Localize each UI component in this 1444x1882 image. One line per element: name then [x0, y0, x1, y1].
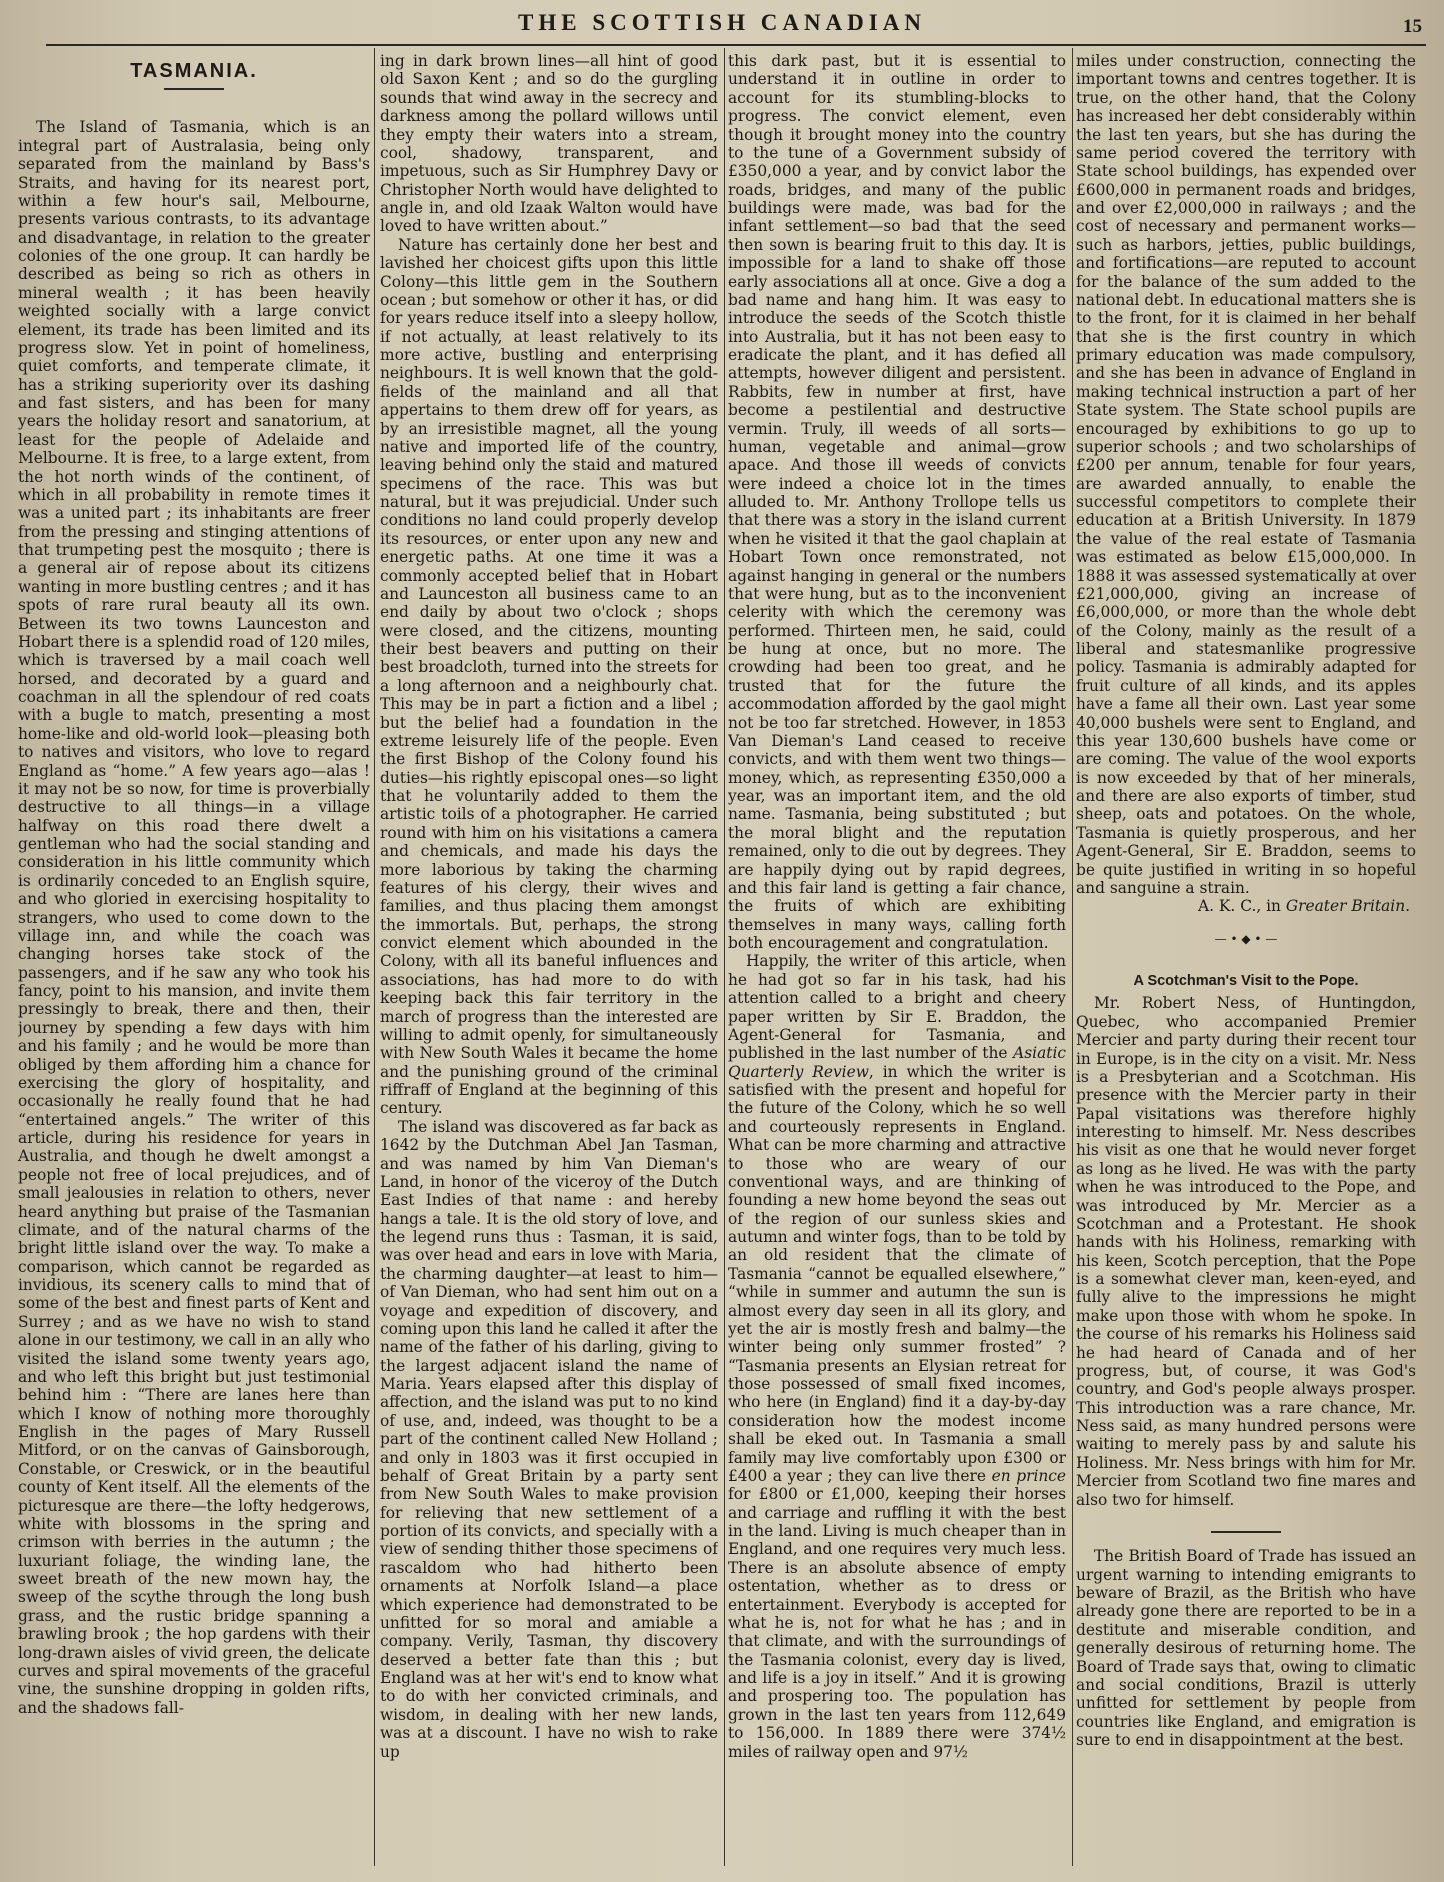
paragraph: The British Board of Trade has issued an urgent warning to intending emigrants to beware of Brazil, as the British who have already gone there are reported to be in a destitute and miserable condition, and generally desirous of returning home. The Board of Trade says that, owing to climatic and social conditions, Brazil is utterly unfitted for settlement by people from countries like England, and emigration is sure to end in disappointment at the best.: [1076, 1547, 1416, 1749]
masthead: [0, 8, 1444, 38]
article-heading: TASMANIA.: [130, 60, 258, 82]
text-run: for £800 or £1,000, keeping their horses and carriage and ruffling it with the best in the land. Living is much cheaper than in England, and one requires very much less. There is an absolute absence of empty ostentation, whether as to dress or entertainment. Everybody is accepted for what he is, not for what he has ; and in that climate, and with the surroundings of the Tasmania colonist, every day is lived, and life is a joy in itself.” And it is growing and prospering too. The population has grown in the last ten years from 112,649 to 156,000. In 1889 there were 374½ miles of railway open and 97½: [728, 1485, 1066, 1761]
page-number: 15: [1403, 16, 1422, 37]
journal-title: Asiatic Quarterly Review: [728, 1044, 1066, 1081]
signature-author: A. K. C., in: [1198, 897, 1286, 916]
text-run: Happily, the writer of this article, when he had got so far in his task, had his attention called to a bright and cheery paper written by Sir E. Braddon, the Agent-General for Tasmania, and published in the last number of the: [728, 952, 1066, 1063]
heading-rule: [164, 88, 224, 90]
column-2: [380, 52, 718, 1867]
masthead-rule: [46, 44, 1426, 46]
article-columns: [18, 52, 1434, 1867]
signature-source: Greater Britain.: [1285, 897, 1410, 916]
paragraph: Mr. Robert Ness, of Huntingdon, Quebec, who accompanied Premier Mercier and party during their recent tour in Europe, is in the city on a visit. Mr. Ness is a Presbyterian and a Scotchman. His presence with the Mercier party in their Papal visitations was therefore highly interesting to himself. Mr. Ness describes his visit as one that he would never forget as long as he lived. He was with the party when he was introduced to the Pope, and was introduced by Mr. Mercier as a Scotchman and a Protestant. He shook hands with his Holiness, remarking with his keen, Scotch perception, that the Pope is a somewhat clever man, keen-eyed, and fully alive to the impressions he might make upon those with whom he spoke. In the course of his remarks his Holiness said he had heard of Canada and of her progress, but, of course, it was God's country, and God's people always prosper. This introduction was a rare chance, Mr. Ness said, as many hundred persons were waiting to merely pass by and salute his Holiness. Mr. Ness brings with him for Mr. Mercier from Scotland two fine mares and also two for himself.: [1076, 994, 1416, 1509]
article-signature: [1076, 897, 1416, 915]
paragraph: The island was discovered as far back as 1642 by the Dutchman Abel Jan Tasman, and was named by him Van Dieman's Land, in honor of the viceroy of the Dutch East Indies of that name : and hereby hangs a tale. It is the old story of love, and the legend runs thus : Tasman, it is said, was over head and ears in love with Maria, the charming daughter—at least to him—of Van Dieman, who had sent him out on a voyage and expedition of discovery, and coming upon this land he called it after the name of the father of his darling, giving to the largest adjacent island the name of Maria. Years elapsed after this display of affection, and the island was put to no kind of use, and, indeed, was thought to be a part of the continent called New Holland ; and only in 1803 was it first occupied in behalf of Great Britain by a party sent from New South Wales to make provision for relieving that new settlement of a portion of its convicts, and specially with a view of sending thither those specimens of rascaldom who had hitherto been ornaments at Norfolk Island—a place which experience had demonstrated to be unfitted for so moral and amiable a company. Verily, Tasman, thy discovery deserved a better fate than this ; but England was at her wit's end to know what to do with her convicted criminals, and wisdom, in dealing with her new lands, was at a discount. I have no wish to rake up: [380, 1117, 718, 1761]
paragraph: this dark past, but it is essential to understand it in outline in order to account for its stumbling-blocks to progress. The convict element, even though it brought money into the country to the tune of a Government subsidy of £350,000 a year, and by convict labor the roads, bridges, and many of the public buildings were made, was bad for the infant settlement—so bad that the seed then sown is bearing fruit to this day. It is impossible for a land to shake off those early associations all at once. Give a dog a bad name and hang him. It was easy to introduce the seeds of the Scotch thistle into Australia, but it has not been easy to eradicate the plant, and it has defied all attempts, however diligent and persistent. Rabbits, few in number at first, have become a pestilential and destructive vermin. Truly, ill weeds of all sorts—human, vegetable and animal—grow apace. And those ill weeds of convicts were indeed a choice lot in the times alluded to. Mr. Anthony Trollope tells us that there was a story in the island current when he visited it that the gaol chaplain at Hobart Town once remonstrated, not against hanging in general or the numbers that were hung, but as to the inconvenient celerity with which the ceremony was performed. Thirteen men, he said, could be hung at once, but no more. The crowding had been too great, and he trusted that for the future the accommodation afforded by the gaol might not be too far stretched. However, in 1853 Van Dieman's Land ceased to receive convicts, and with them went two things—money, which, as representing £350,000 a year, was an important item, and the old name. Tasmania, being substituted ; but the moral blight and the reputation remained, only to die out by degrees. They are happily dying out by rapid degrees, and this fair land is getting a fair chance, the fruits of which are exhibiting themselves in many ways, calling forth both encouragement and congratulation.: [728, 52, 1066, 952]
newspaper-title: THE SCOTTISH CANADIAN: [518, 10, 926, 35]
section-ornament: — • ◆ • —: [1214, 931, 1278, 946]
paragraph: [728, 952, 1066, 1761]
text-run: , in which the writer is satisfied with the present and hopeful for the future of the Colony, which he so well and courteously represents in England. What can be more charming and attractive to those who are weary of our conventional ways, and are thinking of founding a new home beyond the seas out of the region of our sunless skies and autumn and winter fogs, than to be told by an old resident that the climate of Tasmania “cannot be equalled elsewhere,” “while in summer and autumn the sun is almost every day seen in all its glory, and yet the air is mostly fresh and balmy—the winter being only summer frosted” ? “Tasmania presents an Elysian retreat for those possessed of small fixed incomes, who here (in England) find it a day-by-day consideration how the modest income shall be eked out. In Tasmania a small family may live comfortably upon £300 or £400 a year ; they can live there: [728, 1062, 1066, 1485]
paragraph: The Island of Tasmania, which is an integral part of Australasia, being only separated from the mainland by Bass's Straits, and having for its nearest port, within a few hour's sail, Melbourne, presents various contrasts, to its advantage and disadvantage, in relation to the greater colonies of the one group. It can hardly be described as being so rich as others in mineral wealth ; it has been heavily weighted socially with a large convict element, its trade has been limited and its progress slow. Yet in point of homeliness, quiet comforts, and temperate climate, it has a striking superiority over its dashing and fast sisters, and has been for many years the holiday resort and sanatorium, at least for the people of Adelaide and Melbourne. It is free, to a large extent, from the hot north winds of the continent, of which in all probability in remote times it was a united part ; its inhabitants are freer from the pressing and stinging attentions of that trumpeting pest the mosquito ; there is a general air of repose about its citizens wanting in more bustling centres ; and it has spots of rare rural beauty all its own. Between its two towns Launceston and Hobart there is a splendid road of 120 miles, which is traversed by a mail coach well horsed, and decorated by a guard and coachman in all the splendour of red coats with a bugle to match, presenting a most home-like and old-world look—pleasing both to natives and visitors, who love to regard England as “home.” A few years ago—alas ! it may not be so now, for time is proverbially destructive to all things—in a village halfway on this road there dwelt a gentleman who had the social standing and consideration in his little community which is ordinarily conceded to an English squire, and who gloried in exercising hospitality to strangers, who used to come down to the village inn, and while the coach was changing horses take stock of the passengers, and if he saw any who took his fancy, point to his mansion, and invite them pressingly to break, there and then, their journey by spending a few days with him and his family ; and he would be more than obliged by them affording him a chance for exercising the glory of hospitality, and occasionally he really found that he had “entertained angels.” The writer of this article, during his residence for years in Australia, and though he dwelt amongst a people not free of local prejudices, and of small jealousies in relation to others, never heard anything but praise of the Tasmanian climate, and of the natural charms of the bright little island over the way. To make a comparison, which cannot be regarded as invidious, its scenery calls to mind that of some of the best and finest parts of Kent and Surrey ; and as we have no wish to stand alone in our testimony, we call in an ally who visited the island some twenty years ago, and who left this bright but just testimonial behind him : “There are lanes here than which I know of nothing more thoroughly English in the pages of Mary Russell Mitford, or on the canvas of Gainsborough, Constable, or Creswick, or in the beautiful county of Kent itself. All the elements of the picturesque are there—the lofty hedgerows, white with blossoms in the spring and crimson with berries in the autumn ; the luxuriant foliage, the winding lane, the sweet breath of the new mown hay, the sweep of the scythe through the long bush grass, and the rustic bridge spanning a brawling brook ; the hop gardens with their long-drawn aisles of vivid green, the delicate curves and spiral movements of the graceful vine, the sunshine dropping in golden rifts, and the shadows fall-: [18, 118, 370, 1717]
paragraph: ing in dark brown lines—all hint of good old Saxon Kent ; and so do the gurgling sounds that wind away in the secrecy and darkness among the pollard willows until they empty their waters into a stream, cool, shadowy, transparent, and impetuous, such as Sir Humphrey Davy or Christopher North would have delighted to angle in, and old Izaak Walton would have loved to have written about.”: [380, 52, 718, 236]
foreign-phrase: en prince: [991, 1466, 1066, 1485]
column-3: [728, 52, 1066, 1867]
paragraph: miles under construction, connecting the important towns and centres together. It is true, on the other hand, that the Colony has increased her debt considerably within the last ten years, but she has during the same period covered the territory with State school buildings, has expended over £600,000 in permanent roads and bridges, and over £2,000,000 in railways ; and the cost of necessary and permanent works—such as harbors, jetties, public buildings, and fortifications—are reputed to account for the balance of the sum added to the national debt. In educational matters she is to the front, for it is claimed in her behalf that she is the first country in which primary education was made compulsory, and she has been in advance of England in making technical instruction a part of her State system. The State school pupils are encouraged by exhibitions to go up to superior schools ; and two scholarships of £200 per annum, tenable for four years, are awarded annually, to enable the successful competitors to complete their education at a British University. In 1879 the value of the real estate of Tasmania was estimated as below £15,000,000. In 1888 it was assessed systematically at over £21,000,000, giving an increase of £6,000,000, or more than the whole debt of the Colony, mainly as the result of a liberal and statesmanlike progressive policy. Tasmania is admirably adapted for fruit culture of all kinds, and its apples have a fame all their own. Last year some 40,000 bushels were sent to England, and this year 130,600 bushels have come or are coming. The value of the wool exports is now exceeded by that of her minerals, and there are also exports of timber, stud sheep, oats and potatoes. On the whole, Tasmania is quietly prosperous, and her Agent-General, Sir E. Braddon, seems to be quite justified in writing in so hopeful and sanguine a strain.: [1076, 52, 1416, 897]
column-1: [18, 52, 370, 1867]
article-heading: A Scotchman's Visit to the Pope.: [1133, 973, 1359, 989]
paragraph: Nature has certainly done her best and lavished her choicest gifts upon this little Colony—this little gem in the Southern ocean ; but somehow or other it has, or did for years reduce itself into a sleepy hollow, if not actually, at least relatively to its more active, bustling and enterprising neighbours. It is well known that the gold-fields of the mainland and all that appertains to them drew off for years, as by an irresistible magnet, all the young native and imported life of the country, leaving behind only the staid and matured specimens of the race. This was but natural, but it was prejudicial. Under such conditions no land could properly develop its resources, or enter upon any new and energetic paths. At one time it was a commonly accepted belief that in Hobart and Launceston all business came to an end daily by about two o'clock ; shops were closed, and the citizens, mounting their best beavers and putting on their best broadcloth, turned into the streets for a long afternoon and a neighbourly chat. This may be in part a fiction and a libel ; but the belief had a foundation in the extreme leisurely life of the people. Even the first Bishop of the Colony found his duties—his rightly episcopal ones—so light that he voluntarily added to them the artistic toils of a photographer. He carried round with him on his visitations a camera and chemicals, and made his days the more laborious by taking the charming features of his clergy, their wives and families, and thus placing them amongst the immortals. But, perhaps, the strong convict element which abounded in the Colony, with all its baneful influences and associations, has had more to do with keeping back this fair territory in the march of progress than the interested are willing to admit openly, for simultaneously with New South Wales it became the home and the punishing ground of the criminal riffraff of England at the beginning of this century.: [380, 235, 718, 1118]
section-ornament: [1076, 1523, 1416, 1541]
column-4: [1076, 52, 1416, 1867]
